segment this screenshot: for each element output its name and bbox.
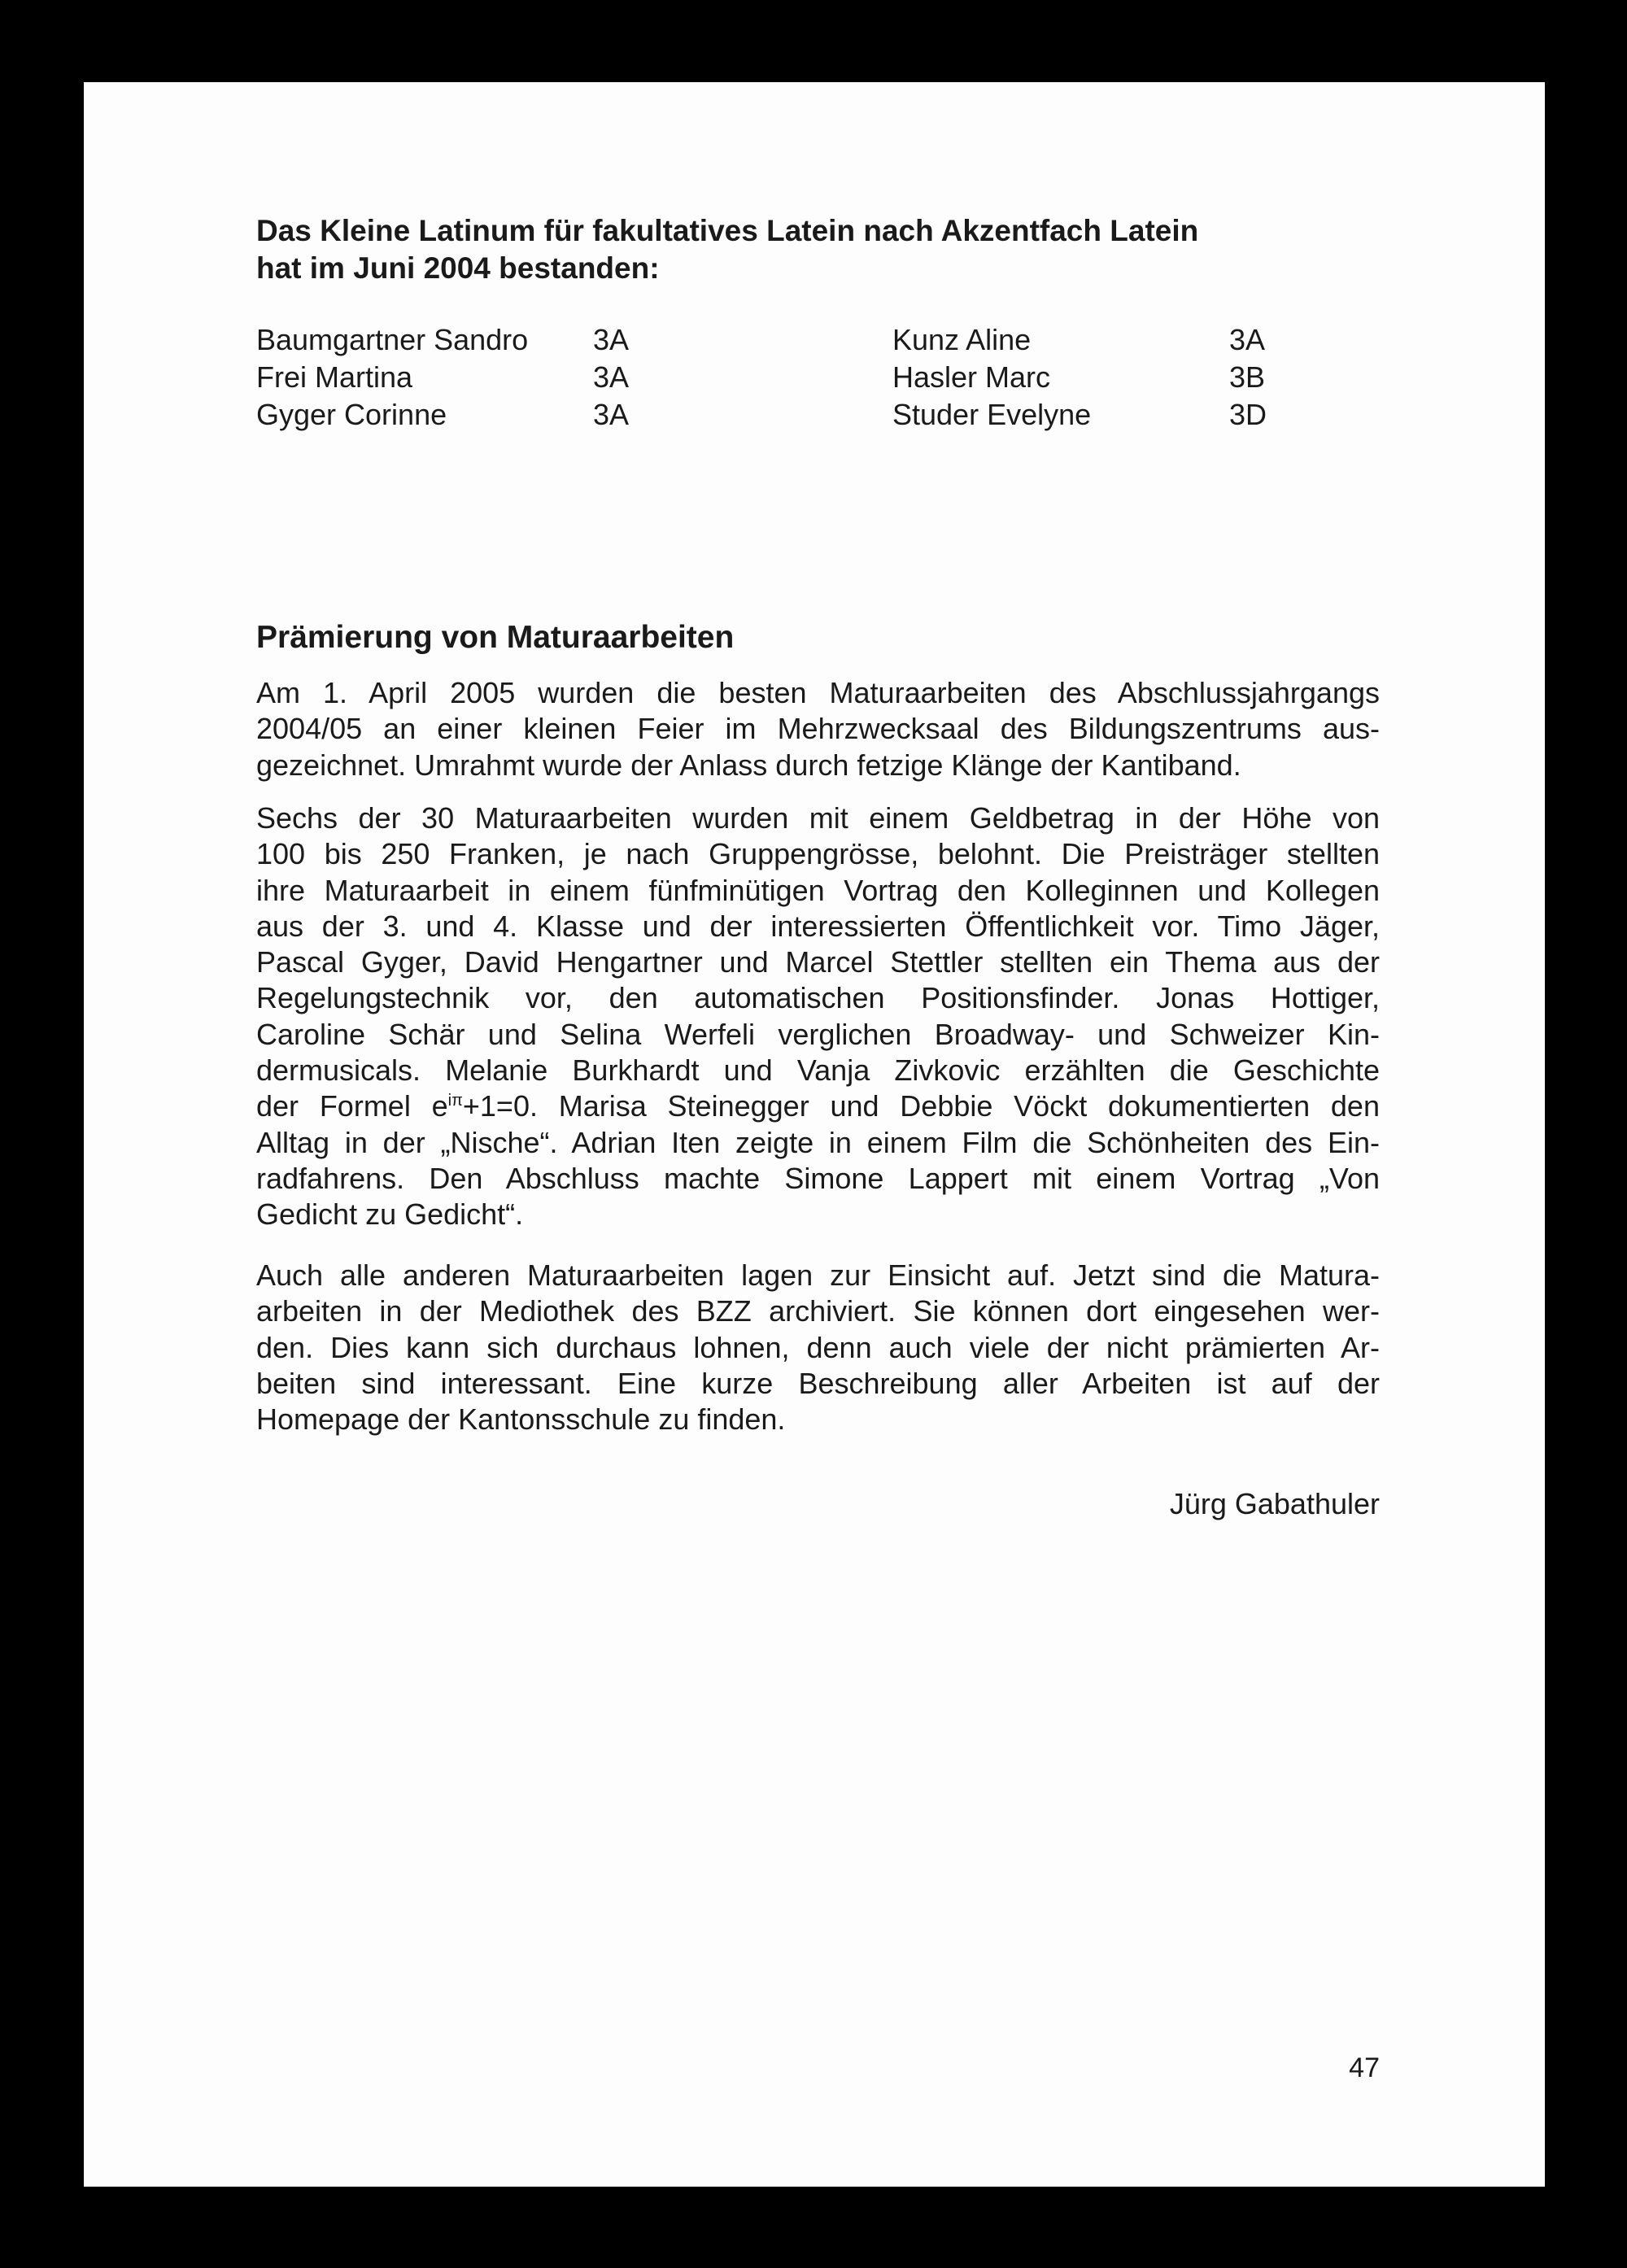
maturaarbeiten-heading: Prämierung von Maturaarbeiten [256, 620, 735, 655]
text-line: 100 bis 250 Franken, je nach Gruppengrösse, belohnt. Die Preisträger stellten [256, 837, 1380, 871]
text-line: 2004/05 an einer kleinen Feier im Mehrzwecksaal des Bildungszentrums aus- [256, 712, 1380, 746]
text-line: Regelungstechnik vor, den automatischen Positionsfinder. Jonas Hottiger, [256, 981, 1380, 1015]
student-class: 3D [1229, 398, 1267, 431]
text-line: Gedicht zu Gedicht“. [256, 1197, 524, 1232]
student-name: Kunz Aline [892, 323, 1032, 356]
text-line: Auch alle anderen Maturaarbeiten lagen zur Einsicht auf. Jetzt sind die Matura- [256, 1258, 1380, 1292]
text-line: Alltag in der „Nische“. Adrian Iten zeigte in einem Film die Schönheiten des Ein- [256, 1125, 1380, 1159]
formula-exponent: iπ [447, 1092, 463, 1110]
student-name: Baumgartner Sandro [256, 323, 529, 356]
text-line: Sechs der 30 Maturaarbeiten wurden mit einem Geldbetrag in der Höhe von [256, 801, 1380, 835]
text-line: Pascal Gyger, David Hengartner und Marcel Stettler stellten ein Thema aus der [256, 945, 1380, 979]
text: der Formel e [256, 1089, 448, 1123]
student-name: Hasler Marc [892, 360, 1051, 394]
text-line: beiten sind interessant. Eine kurze Beschreibung aller Arbeiten ist auf der [256, 1366, 1380, 1400]
author-signature: Jürg Gabathuler [1169, 1487, 1380, 1520]
text-line: arbeiten in der Mediothek des BZZ archiviert. Sie können dort eingesehen wer- [256, 1294, 1380, 1328]
text-line: radfahrens. Den Abschluss machte Simone Lappert mit einem Vortrag „Von [256, 1161, 1380, 1195]
paragraph-2 [256, 800, 1380, 1233]
latinum-heading [256, 212, 1198, 287]
student-class: 3A [593, 323, 630, 356]
student-class: 3A [593, 360, 630, 394]
student-name: Frei Martina [256, 360, 413, 394]
text-line: aus der 3. und 4. Klasse und der interessierten Öffentlichkeit vor. Timo Jäger, [256, 909, 1380, 943]
text-line: dermusicals. Melanie Burkhardt und Vanja Zivkovic erzählten die Geschichte [256, 1053, 1380, 1088]
text: +1=0. Marisa Steinegger und Debbie Vöckt dokumentierten den [462, 1089, 1380, 1123]
page-number: 47 [1349, 2052, 1380, 2083]
heading-line: hat im Juni 2004 bestanden: [256, 251, 660, 285]
text-line: gezeichnet. Umrahmt wurde der Anlass durch fetzige Klänge der Kantiband. [256, 748, 1241, 782]
student-class: 3A [593, 398, 630, 431]
paragraph-3 [256, 1258, 1380, 1437]
formula-line [256, 1088, 1380, 1124]
text-line: Caroline Schär und Selina Werfeli verglichen Broadway- und Schweizer Kin- [256, 1017, 1380, 1051]
text-line: ihre Maturaarbeit in einem fünfminütigen Vortrag den Kolleginnen und Kollegen [256, 873, 1380, 907]
student-name: Gyger Corinne [256, 398, 447, 431]
text-line: Am 1. April 2005 wurden die besten Maturaarbeiten des Abschlussjahrgangs [256, 676, 1380, 709]
text-line: den. Dies kann sich durchaus lohnen, denn auch viele der nicht prämierten Ar- [256, 1330, 1380, 1364]
student-class: 3B [1229, 360, 1266, 394]
paragraph-1 [256, 675, 1380, 783]
student-name: Studer Evelyne [892, 398, 1092, 431]
student-class: 3A [1229, 323, 1266, 356]
text-line: Homepage der Kantonsschule zu finden. [256, 1402, 786, 1437]
heading-line: Das Kleine Latinum für fakultatives Latein nach Akzentfach Latein [256, 214, 1199, 247]
